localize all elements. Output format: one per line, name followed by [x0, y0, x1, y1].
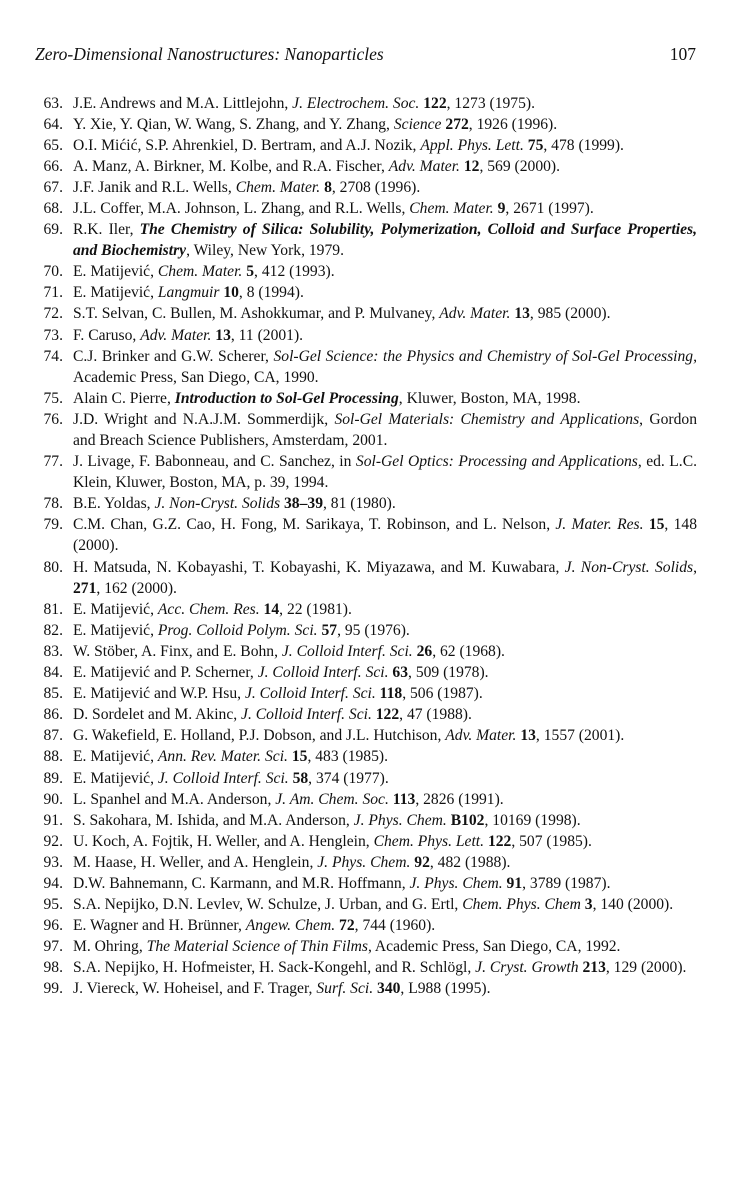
- reference-text: [73, 388, 697, 409]
- reference-segment: , 1557 (2001).: [535, 727, 625, 745]
- reference-text: [73, 261, 697, 282]
- reference-text: [73, 810, 697, 831]
- running-title: Zero-Dimensional Nanostructures: Nanoparticles: [35, 44, 384, 64]
- reference-item: [27, 156, 697, 177]
- reference-item: [27, 936, 697, 957]
- reference-bold-title: Introduction to Sol-Gel Processing: [174, 389, 399, 407]
- reference-segment: D.W. Bahnemann, C. Karmann, and M.R. Hoffmann,: [73, 874, 410, 892]
- reference-segment: , 162 (2000).: [96, 579, 177, 597]
- reference-text: [73, 177, 697, 198]
- reference-segment: , 148 (2000).: [73, 516, 698, 555]
- reference-number: 88.: [43, 748, 63, 766]
- reference-number: 77.: [43, 453, 63, 471]
- reference-italic-text: J. Am. Chem. Soc.: [275, 790, 389, 808]
- reference-segment: S.A. Nepijko, H. Hofmeister, H. Sack-Kongehl, and R. Schlögl,: [73, 959, 476, 977]
- reference-number: 89.: [43, 769, 63, 787]
- reference-segment: ,: [693, 558, 698, 576]
- reference-volume: 122: [423, 94, 447, 112]
- reference-item: [27, 978, 697, 999]
- reference-segment: J.F. Janik and R.L. Wells,: [73, 178, 236, 196]
- reference-segment: S.A. Nepijko, D.N. Levlev, W. Schulze, J. Urban, and G. Ertl,: [73, 896, 463, 914]
- reference-italic-text: Chem. Mater.: [409, 199, 494, 217]
- reference-volume: 13: [514, 305, 530, 323]
- reference-italic-text: Ann. Rev. Mater. Sci.: [157, 748, 288, 766]
- reference-item: [27, 409, 697, 451]
- reference-italic-text: J. Non-Cryst. Solids: [564, 558, 694, 576]
- reference-segment: E. Matijević,: [73, 621, 158, 639]
- reference-item: [27, 662, 697, 683]
- reference-segment: Y. Xie, Y. Qian, W. Wang, S. Zhang, and Y. Zhang,: [73, 115, 394, 133]
- reference-item: [27, 599, 697, 620]
- reference-item: [27, 261, 697, 282]
- reference-segment: D. Sordelet and M. Akinc,: [73, 706, 242, 724]
- reference-segment: E. Matijević,: [73, 600, 158, 618]
- reference-italic-text: Prog. Colloid Polym. Sci.: [157, 621, 318, 639]
- reference-segment: , 374 (1977).: [308, 769, 389, 787]
- reference-italic-text: J. Electrochem. Soc.: [292, 94, 420, 112]
- reference-segment: H. Matsuda, N. Kobayashi, T. Kobayashi, K. Miyazawa, and M. Kuwabara,: [73, 558, 565, 576]
- reference-number: 65.: [43, 136, 63, 154]
- reference-number: 98.: [43, 959, 63, 977]
- reference-volume: 57: [321, 621, 338, 639]
- reference-bold-title: The Chemistry of Silica: Solubility, Polymerization, Colloid and Surface: [139, 221, 622, 239]
- reference-segment: J. Livage, F. Babonneau, and C. Sanchez, in: [73, 453, 356, 471]
- reference-volume: 118: [379, 685, 403, 703]
- reference-segment: , 744 (1960).: [354, 917, 436, 935]
- reference-segment: , 507 (1985).: [511, 832, 592, 850]
- reference-item: [27, 557, 697, 599]
- reference-text: [73, 789, 697, 810]
- reference-segment: E. Matijević and P. Scherner,: [73, 664, 258, 682]
- reference-italic-text: J. Phys. Chem.: [353, 811, 447, 829]
- reference-italic-text: Science: [393, 115, 442, 133]
- reference-number: 81.: [43, 600, 63, 618]
- reference-italic-text: Adv. Mater.: [140, 326, 212, 344]
- reference-italic-text: The Material Science of Thin Films: [146, 938, 368, 956]
- reference-segment: , 129 (2000).: [605, 959, 687, 977]
- reference-segment: B.E. Yoldas,: [73, 495, 155, 513]
- reference-italic-text: Adv. Mater.: [388, 157, 460, 175]
- reference-item: [27, 810, 697, 831]
- reference-volume: 272: [445, 115, 469, 133]
- reference-text: [73, 894, 697, 915]
- reference-item: [27, 831, 697, 852]
- reference-item: [27, 873, 697, 894]
- reference-text: [73, 325, 697, 346]
- reference-segment: , 47 (1988).: [399, 706, 472, 724]
- reference-item: [27, 957, 697, 978]
- reference-segment: , ed. L.C. Klein, Kluwer, Boston, MA, p. 39, 1994.: [73, 453, 698, 492]
- reference-list: [27, 93, 697, 1000]
- reference-volume: B102: [450, 811, 485, 829]
- reference-text: [73, 346, 697, 388]
- reference-number: 95.: [43, 896, 63, 914]
- reference-segment: , 2826 (1991).: [415, 790, 504, 808]
- reference-segment: , Kluwer, Boston, MA, 1998.: [398, 389, 581, 407]
- reference-segment: C.J. Brinker and G.W. Scherer,: [73, 347, 274, 365]
- reference-volume: 15: [291, 748, 308, 766]
- reference-number: 90.: [43, 790, 63, 808]
- reference-volume: 9: [497, 199, 506, 217]
- reference-segment: C.M. Chan, G.Z. Cao, H. Fong, M. Sarikaya, T. Robinson, and L. Nelson,: [73, 516, 556, 534]
- reference-italic-text: J. Colloid Interf. Sci.: [257, 664, 389, 682]
- reference-segment: W. Stöber, A. Finx, and E. Bohn,: [73, 642, 282, 660]
- reference-number: 96.: [43, 917, 63, 935]
- reference-item: [27, 852, 697, 873]
- reference-segment: F. Caruso,: [73, 326, 141, 344]
- reference-text: [73, 599, 697, 620]
- reference-item: [27, 177, 697, 198]
- reference-italic-text: Chem. Phys. Lett.: [373, 832, 485, 850]
- reference-segment: , 506 (1987).: [402, 685, 483, 703]
- reference-segment: S.T. Selvan, C. Bullen, M. Ashokkumar, and P. Mulvaney,: [73, 305, 440, 323]
- reference-volume: 12: [463, 157, 480, 175]
- reference-number: 69.: [43, 221, 63, 239]
- reference-number: 76.: [43, 410, 63, 428]
- reference-segment: O.I. Mićić, S.P. Ahrenkiel, D. Bertram, and A.J. Nozik,: [73, 136, 421, 154]
- reference-text: [73, 557, 697, 599]
- reference-segment: L. Spanhel and M.A. Anderson,: [73, 790, 276, 808]
- reference-italic-text: Appl. Phys. Lett.: [420, 136, 524, 154]
- reference-segment: , 569 (2000).: [479, 157, 561, 175]
- reference-item: [27, 282, 697, 303]
- reference-number: 99.: [43, 980, 63, 998]
- reference-volume: 5: [246, 263, 255, 281]
- reference-italic-text: J. Cryst. Growth: [475, 959, 579, 977]
- reference-item: [27, 219, 697, 261]
- running-header: [35, 44, 696, 70]
- reference-text: [73, 873, 697, 894]
- reference-text: [73, 978, 697, 999]
- reference-number: 75.: [43, 389, 63, 407]
- reference-volume: 10: [223, 284, 239, 302]
- reference-segment: , 482 (1988).: [429, 853, 511, 871]
- reference-segment: E. Matijević,: [73, 263, 158, 281]
- reference-text: [73, 135, 697, 156]
- reference-text: [73, 683, 697, 704]
- reference-item: [27, 641, 697, 662]
- reference-volume: 122: [375, 706, 400, 724]
- reference-segment: R.K. Iler,: [73, 221, 140, 239]
- reference-text: [73, 93, 697, 114]
- reference-number: 68.: [43, 199, 63, 217]
- reference-item: [27, 114, 697, 135]
- reference-segment: E. Wagner and H. Brünner,: [73, 917, 246, 935]
- reference-text: [73, 620, 697, 641]
- reference-text: [73, 936, 697, 957]
- reference-volume: 15: [648, 516, 665, 534]
- reference-text: [73, 852, 697, 873]
- reference-volume: 91: [506, 874, 523, 892]
- reference-item: [27, 135, 697, 156]
- reference-segment: J.E. Andrews and M.A. Littlejohn,: [73, 94, 293, 112]
- reference-italic-text: J. Phys. Chem.: [317, 853, 411, 871]
- reference-volume: 26: [416, 642, 433, 660]
- reference-segment: , 95 (1976).: [337, 621, 410, 639]
- reference-segment: S. Sakohara, M. Ishida, and M.A. Anderson,: [73, 811, 354, 829]
- reference-segment: , 985 (2000).: [529, 305, 611, 323]
- reference-text: [73, 156, 697, 177]
- reference-segment: , 2708 (1996).: [331, 178, 421, 196]
- reference-segment: , 412 (1993).: [254, 263, 335, 281]
- reference-segment: , 8 (1994).: [238, 284, 304, 302]
- reference-segment: , 10169 (1998).: [484, 811, 581, 829]
- reference-italic-text: Sol-Gel Science: the Physics and Chemistry of Sol-Gel Processing,: [273, 347, 697, 365]
- reference-segment: J. Viereck, W. Hoheisel, and F. Trager,: [73, 980, 317, 998]
- reference-text: [73, 451, 697, 493]
- reference-volume: 38–39: [284, 495, 323, 513]
- reference-item: [27, 620, 697, 641]
- reference-segment: , 11 (2001).: [230, 326, 304, 344]
- reference-segment: , 1273 (1975).: [446, 94, 535, 112]
- reference-volume: 14: [263, 600, 280, 618]
- reference-segment: M. Haase, H. Weller, and A. Henglein,: [73, 853, 318, 871]
- reference-segment: , Gordon and Breach Science Publishers, Amsterdam, 2001.: [73, 410, 697, 449]
- reference-number: 97.: [43, 938, 63, 956]
- reference-number: 92.: [43, 832, 63, 850]
- reference-italic-text: Acc. Chem. Res.: [157, 600, 260, 618]
- reference-item: [27, 303, 697, 324]
- reference-number: 79.: [43, 516, 63, 534]
- reference-segment: E. Matijević,: [73, 284, 158, 302]
- reference-segment: , 140 (2000).: [592, 896, 674, 914]
- reference-text: [73, 219, 697, 261]
- reference-italic-text: J. Colloid Interf. Sci.: [241, 706, 372, 724]
- reference-segment: , 81 (1980).: [322, 495, 396, 513]
- reference-segment: A. Manz, A. Birkner, M. Kolbe, and R.A. Fischer,: [73, 157, 389, 175]
- reference-number: 63.: [43, 94, 63, 112]
- reference-number: 72.: [43, 305, 63, 323]
- reference-number: 64.: [43, 115, 63, 133]
- reference-segment: , 478 (1999).: [543, 136, 624, 154]
- reference-text: [73, 704, 697, 725]
- reference-segment: , 62 (1968).: [432, 642, 505, 660]
- reference-text: [73, 662, 697, 683]
- reference-text: [73, 198, 697, 219]
- reference-segment: J.D. Wright and N.A.J.M. Sommerdijk,: [73, 410, 335, 428]
- reference-item: [27, 683, 697, 704]
- reference-volume: 271: [73, 579, 97, 597]
- reference-number: 73.: [43, 326, 63, 344]
- reference-volume: 58: [292, 769, 309, 787]
- reference-segment: J.L. Coffer, M.A. Johnson, L. Zhang, and R.L. Wells,: [73, 199, 410, 217]
- reference-italic-text: J. Mater. Res.: [555, 516, 644, 534]
- reference-item: [27, 493, 697, 514]
- reference-item: [27, 388, 697, 409]
- reference-number: 91.: [43, 811, 63, 829]
- reference-segment: , 22 (1981).: [279, 600, 352, 618]
- reference-italic-text: Chem. Mater.: [235, 178, 321, 196]
- reference-text: [73, 303, 697, 324]
- reference-volume: 13: [215, 326, 231, 344]
- reference-segment: , Academic Press, San Diego, CA, 1992.: [367, 938, 621, 956]
- reference-italic-text: Angew. Chem.: [245, 917, 336, 935]
- reference-volume: 113: [392, 790, 416, 808]
- reference-volume: 63: [392, 664, 409, 682]
- reference-bold-title: Properties, and Biochemistry: [73, 221, 697, 260]
- reference-segment: , L988 (1995).: [400, 980, 491, 998]
- page-number: 107: [669, 44, 696, 64]
- reference-item: [27, 346, 697, 388]
- reference-segment: , 3789 (1987).: [522, 874, 611, 892]
- reference-segment: M. Ohring,: [73, 938, 147, 956]
- reference-number: 66.: [43, 157, 63, 175]
- reference-number: 85.: [43, 685, 63, 703]
- reference-italic-text: J. Colloid Interf. Sci.: [157, 769, 289, 787]
- reference-segment: E. Matijević and W.P. Hsu,: [73, 685, 245, 703]
- reference-segment: E. Matijević,: [73, 748, 158, 766]
- reference-number: 94.: [43, 874, 63, 892]
- reference-italic-text: Chem. Mater.: [157, 263, 243, 281]
- reference-segment: Alain C. Pierre,: [73, 389, 175, 407]
- reference-number: 83.: [43, 642, 63, 660]
- reference-volume: 92: [414, 853, 430, 871]
- reference-number: 93.: [43, 853, 63, 871]
- reference-segment: , 483 (1985).: [307, 748, 388, 766]
- reference-text: [73, 409, 697, 451]
- reference-volume: 3: [584, 896, 593, 914]
- reference-item: [27, 915, 697, 936]
- reference-number: 70.: [43, 263, 63, 281]
- reference-number: 67.: [43, 178, 63, 196]
- reference-item: [27, 768, 697, 789]
- reference-item: [27, 325, 697, 346]
- reference-number: 84.: [43, 664, 63, 682]
- reference-text: [73, 831, 697, 852]
- reference-italic-text: J. Colloid Interf. Sci.: [244, 685, 376, 703]
- reference-segment: G. Wakefield, E. Holland, P.J. Dobson, and J.L. Hutchison,: [73, 727, 446, 745]
- reference-text: [73, 282, 697, 303]
- reference-text: [73, 746, 697, 767]
- reference-italic-text: Surf. Sci.: [316, 980, 374, 998]
- reference-italic-text: Sol-Gel Optics: Processing and Applications: [355, 453, 638, 471]
- reference-volume: 213: [582, 959, 606, 977]
- reference-segment: E. Matijević,: [73, 769, 158, 787]
- reference-italic-text: Sol-Gel Materials: Chemistry and Applications: [334, 410, 640, 428]
- reference-segment: Academic Press, San Diego, CA, 1990.: [73, 368, 319, 386]
- reference-item: [27, 894, 697, 915]
- reference-item: [27, 704, 697, 725]
- reference-segment: , 509 (1978).: [408, 664, 489, 682]
- reference-item: [27, 514, 697, 556]
- reference-italic-text: Chem. Phys. Chem: [462, 896, 581, 914]
- reference-number: 82.: [43, 621, 63, 639]
- reference-text: [73, 768, 697, 789]
- reference-volume: 72: [339, 917, 355, 935]
- reference-number: 71.: [43, 284, 63, 302]
- reference-italic-text: J. Phys. Chem.: [409, 874, 503, 892]
- reference-item: [27, 789, 697, 810]
- reference-segment: , 1926 (1996).: [468, 115, 558, 133]
- reference-item: [27, 746, 697, 767]
- reference-volume: 122: [487, 832, 512, 850]
- reference-text: [73, 493, 697, 514]
- reference-volume: 75: [527, 136, 544, 154]
- reference-volume: 13: [520, 727, 536, 745]
- reference-italic-text: Adv. Mater.: [445, 727, 517, 745]
- reference-item: [27, 198, 697, 219]
- reference-number: 78.: [43, 495, 63, 513]
- reference-segment: , Wiley, New York, 1979.: [186, 242, 344, 260]
- reference-segment: , 2671 (1997).: [505, 199, 594, 217]
- reference-item: [27, 93, 697, 114]
- reference-italic-text: J. Colloid Interf. Sci.: [281, 642, 413, 660]
- reference-number: 80.: [43, 558, 63, 576]
- reference-item: [27, 725, 697, 746]
- reference-italic-text: J. Non-Cryst. Solids: [154, 495, 281, 513]
- reference-text: [73, 641, 697, 662]
- reference-text: [73, 114, 697, 135]
- reference-number: 87.: [43, 727, 63, 745]
- reference-number: 86.: [43, 706, 63, 724]
- reference-volume: 8: [324, 178, 332, 196]
- reference-item: [27, 451, 697, 493]
- reference-text: [73, 725, 697, 746]
- reference-italic-text: Langmuir: [157, 284, 220, 302]
- reference-text: [73, 957, 697, 978]
- reference-number: 74.: [43, 347, 63, 365]
- reference-text: [73, 915, 697, 936]
- reference-text: [73, 514, 697, 556]
- reference-italic-text: Adv. Mater.: [439, 305, 511, 323]
- reference-volume: 340: [377, 980, 401, 998]
- reference-segment: U. Koch, A. Fojtik, H. Weller, and A. Henglein,: [73, 832, 374, 850]
